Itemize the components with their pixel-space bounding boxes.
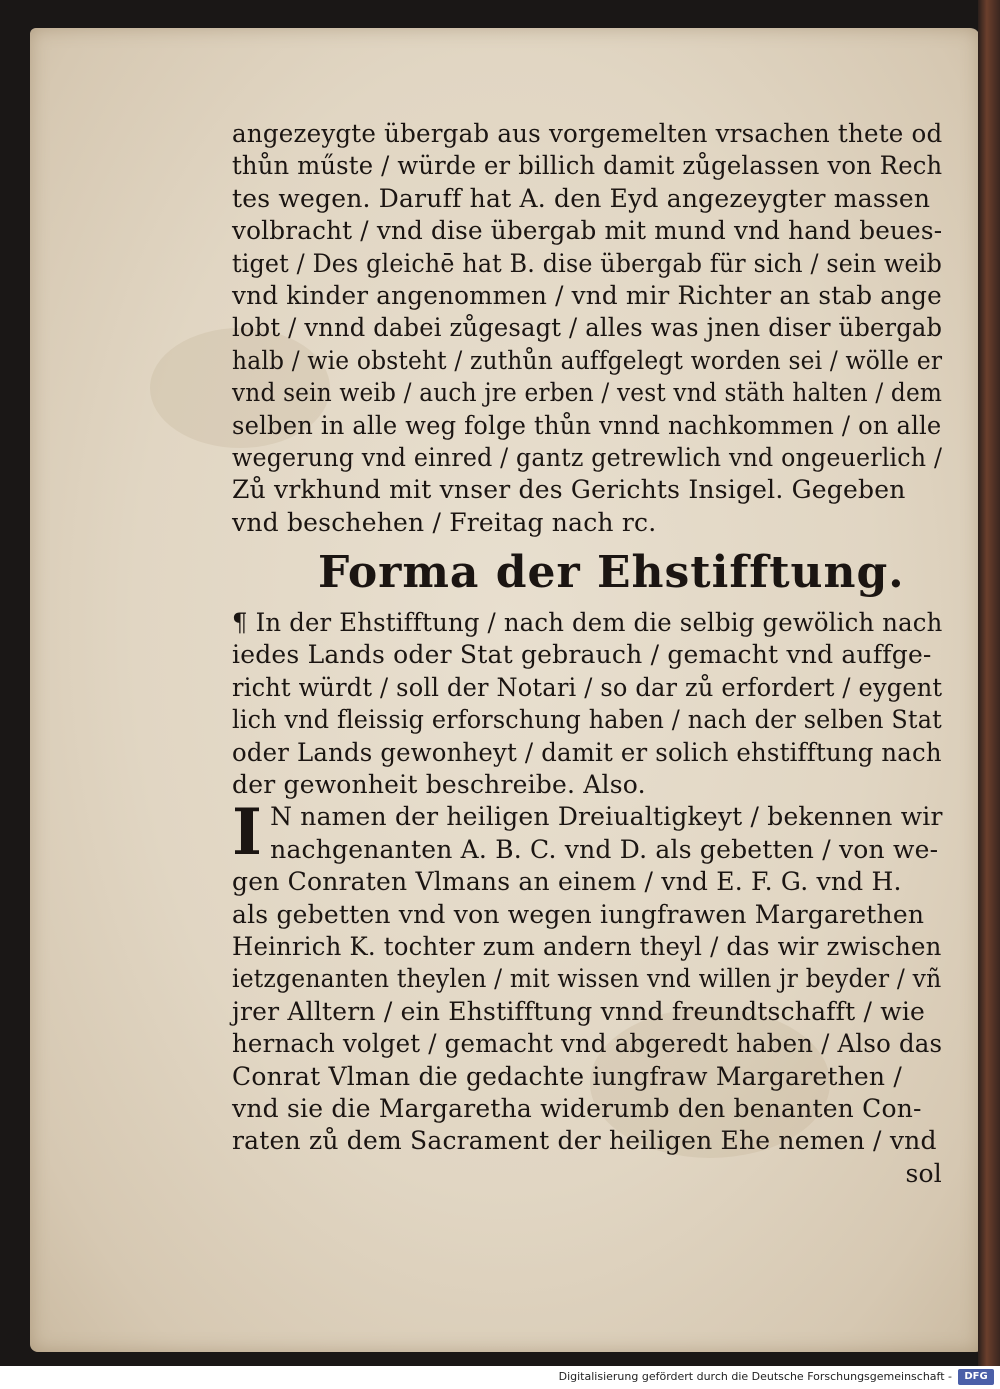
text-line: thůn műste / würde er billich damit zůgelassen von Rech <box>232 151 943 181</box>
text-line: angezeygte übergab aus vorgemelten vrsachen thete od <box>232 119 943 148</box>
text-line: ¶ In der Ehstifftung / nach dem die selbig gewölich nach <box>232 608 943 638</box>
text-line: vnd sein weib / auch jre erben / vest vnd stäth halten / dem <box>232 378 943 408</box>
text-line: als gebetten vnd von wegen iungfrawen Margarethen <box>232 899 925 929</box>
book-edge <box>978 0 1000 1366</box>
text-line: Heinrich K. tochter zum andern theyl / das wir zwischen <box>232 931 942 961</box>
text-line: vnd beschehen / Freitag nach rc. <box>232 507 657 537</box>
text-line: volbracht / vnd dise übergab mit mund vnd hand beues- <box>232 216 943 246</box>
text-line: nachgenanten A. B. C. vnd D. als gebetten / von we- <box>270 834 939 864</box>
text-line: lobt / vnnd dabei zůgesagt / alles was jnen diser übergab <box>232 313 943 343</box>
catchword: sol <box>905 1158 942 1188</box>
text-line: ietzgenanten theylen / mit wissen vnd willen jr beyder / vñ <box>232 964 942 994</box>
digitization-footer <box>0 1366 1000 1389</box>
text-line: jrer Alltern / ein Ehstifftung vnnd freundtschafft / wie <box>232 996 926 1026</box>
section-heading: Forma der Ehstifftung. <box>318 547 905 599</box>
text-line: vnd sie die Margaretha widerumb den benanten Con- <box>232 1093 922 1123</box>
text-line: wegerung vnd einred / gantz getrewlich vnd ongeuerlich / <box>232 442 943 472</box>
text-line: selben in alle weg folge thůn vnnd nachkommen / on alle <box>232 410 942 440</box>
text-line: lich vnd fleissig erforschung haben / nach der selben Stat <box>232 705 942 735</box>
text-line: N namen der heiligen Dreiualtigkeyt / bekennen wir <box>270 802 943 832</box>
text-line: tiget / Des gleichē hat B. dise übergab für sich / sein weib <box>232 248 942 278</box>
drop-initial: I <box>232 795 263 871</box>
text-line: richt würdt / soll der Notari / so dar zů erfordert / eygent <box>232 672 943 702</box>
text-line: gen Conraten Vlmans an einem / vnd E. F. G. vnd H. <box>232 867 902 897</box>
text-line: halb / wie obsteht / zuthůn auffgelegt worden sei / wölle er <box>232 345 943 375</box>
dfg-logo: DFG <box>958 1369 994 1385</box>
funding-credit: Digitalisierung gefördert durch die Deutsche Forschungsgemeinschaft - <box>558 1370 952 1383</box>
text-line: Zů vrkhund mit vnser des Gerichts Insigel. Gegeben <box>232 475 906 505</box>
paragraph-with-initial <box>232 795 943 1157</box>
text-line: raten zů dem Sacrament der heiligen Ehe nemen / vnd <box>232 1126 937 1156</box>
text-line: oder Lands gewonheyt / damit er solich ehstifftung nach <box>232 737 942 767</box>
text-line: iedes Lands oder Stat gebrauch / gemacht vnd auffge- <box>232 640 932 670</box>
text-line: Conrat Vlman die gedachte iungfraw Margarethen / <box>232 1061 902 1091</box>
text-line: tes wegen. Daruff hat A. den Eyd angezeygter massen <box>232 183 931 213</box>
text-line: hernach volget / gemacht vnd abgeredt haben / Also das <box>232 1029 943 1059</box>
text-line: der gewonheit beschreibe. Also. <box>232 770 646 800</box>
text-line: vnd kinder angenommen / vnd mir Richter an stab ange <box>232 280 942 310</box>
page-text <box>232 118 942 1190</box>
